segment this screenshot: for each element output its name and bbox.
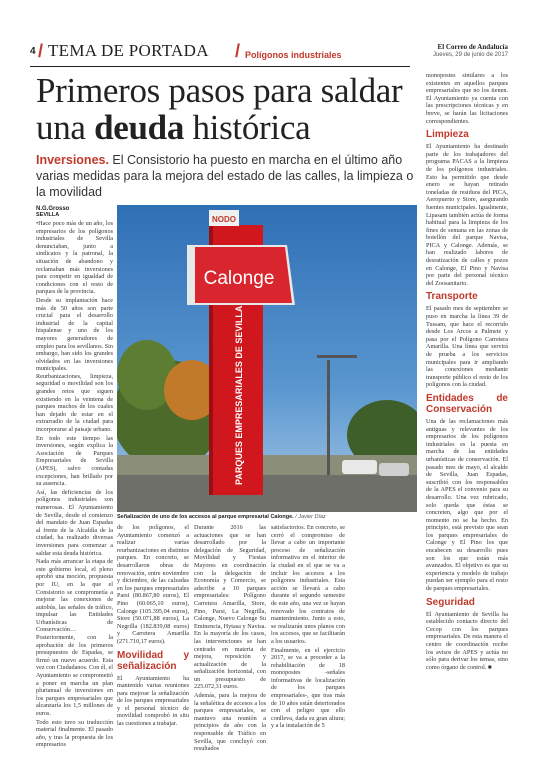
caption-text: Señalización de uno de los accesos al parque empresarial Calonge. (117, 514, 294, 520)
newspaper-name: El Correo de Andalucía (437, 43, 508, 51)
paragraph: Todo esto tuvo su traducción material finalmente. El pasado año, y tras la propuesta de los empresarios (36, 718, 113, 749)
byline-place: SEVILLA (36, 212, 60, 218)
paragraph: En todo este tiempo las inversiones, según explica la Asociación de Parques Empresariales de Sevilla (APES), salvo contadas excepciones, han brillado por su ausencia. (36, 434, 113, 488)
subhead-limpieza: Limpieza (426, 129, 469, 141)
column-3 (194, 524, 266, 754)
paragraph: El Ayuntamiento ha destinado parte de los trabajadores del programa PACAS a la limpieza de los polígonos industriales. Esto ha permitido que desde enero se hayan retirado toneladas de residuos del PICA, Aeropuerto y Store, asegurando fuentes municipales. Igualmente, Lipasam también actúa de forma habitual para la limpieza de los fines de semana en las zonas de botellón del parque Navisa, PICA y Calonge. Además, se han realizado labores de desratización de calles y pozos en Calonge, El Pino y Navisa por parte del personal técnico del Zoosanitario. (426, 143, 508, 287)
subhead-seguridad: Seguridad (426, 596, 475, 608)
headline-part1: Primeros pasos para saldar una (36, 71, 403, 147)
paragraph: Nada más arrancar la etapa de este gobierno local, el pleno aprobó una moción, propuesta por IU, en la que el Consistorio se comprometía a mejorar las conexiones de autobús, las señales de tráfico, impulsar las Entidades Urbanísticas de Conservación… Posteriormente, con la aprobación de los primeros presupuestos de Espadas, se firmó un nuevo acuerdo. Esta vez con Ciudadanos. Con él, el Ayuntamiento se comprometió a poner en marcha un plan plurianual de inversiones en los parques empresariales que alcanzaría los 1,5 millones de euros. (36, 558, 113, 717)
slash-divider: / (38, 41, 44, 61)
paragraph: Una de las reclamaciones más antiguas y relevantes de los empresarios de los polígonos industriales es la puesta en marcha de las entidades urbanísticas de conservación. El pasado mes de mayo, el alcalde de Sevilla, Juan Espadas, suscribió con los responsables de la APES el convenio para su desarrollo. Una vez rubricado, solo queda que éstas se concreten, algo que por el momento no se ha hecho. En principio, está previsto que sean los parques empresariales de Calonge y El Pino los que encabecen su desarrollo pues son los que están más avanzados. El objetivo es que su experiencia y modelo de trabajo puedan ser ejemplo para el resto de parques empresariales. (426, 417, 508, 593)
paragraph: •Hace poco más de un año, los empresarios de los polígonos industriales de Sevilla denunciaban, junto a sindicatos y la patronal, la situación de abandono y reclamaban más inversiones para competir en igualdad de condiciones con el resto de parques de la provincia. (36, 220, 113, 296)
photo-caption (117, 514, 417, 520)
subhead-movilidad: Movilidad y señalización (117, 649, 189, 672)
sign-vertical-text: PARQUES EMPRESARIALES DE SEVILLA (234, 305, 244, 485)
paragraph: El pasado mes de septiembre se puso en marcha la línea 39 de Tussam, que hace el recorrido desde Los Arcos a Palmete y pasa por el Polígono Carretera Amarilla. Una línea que servirá de prueba a los servicios municipales para ir ampliando las conexiones mediante transporte público el resto de los polígonos con la ciudad. (426, 305, 508, 389)
header-rule (30, 66, 410, 67)
column-1 (36, 206, 113, 750)
sign-name-text: Calonge (203, 268, 275, 289)
paragraph: satisfactorios. En concreto, se cerró el compromiso de llevar a cabo un importante proceso de señalización informativa en el interior de la ciudad en el que se va a incluir los accesos a los polígonos industriales. Esta acción se llevará a cabo durante el segundo semestre de este año, una vez se hayan renovado los contratos de mantenimiento. Junto a esto, se realizarán unos planos con los accesos, que se facilitarán a los usuarios. (271, 524, 345, 645)
article-photo (117, 205, 417, 512)
section-title: TEMA DE PORTADA (48, 41, 209, 60)
lead-keyword: Inversiones. (36, 153, 109, 167)
paragraph: El Ayuntamiento ha mantenido varias reuniones para mejorar la señalización de los parques empresariales y el personal técnico de movilidad comprobó in situ las cuestiones a trabajar. (117, 674, 189, 728)
paragraph: Finalmente, en el ejercicio 2017, se va a proceder a la rehabilitación de 18 monopostes -señales informativas de localización de los parques empresariales-, que tras más de 10 años están deteriorados con el peligro que ello conlleva, dada su gran altura; y a la instalación de 5 (271, 646, 345, 730)
photo-credit: / Javier Díaz (295, 514, 326, 520)
paragraph: Durante 2016 las actuaciones que se han desarrollado por la delegación de Seguridad, Movilidad y Fiestas Mayores en coordinación con la delegación de Economía y Comercio, se adscribe a 10 parques empresariales: Polígono Carretera Amarilla, Store, Pino, Parsi, La Negrilla, Calonge, Nuevo Calonge Su Eminencia, Hytasa y Navisa. En la mayoría de los casos, las intervenciones se han centrado en materia de mejora, reposición y actualización de la señalización horizontal, con un presupuesto de 225.072,31 euros. (194, 524, 266, 691)
headline-bold: deuda (94, 108, 185, 147)
paragraph: Desde su implantación hace más de 50 años son parte crucial para el desarrollo industrial de la capital hispalense y uno de los mayores generadores de empleo para los sevillanos. Sin embargo, han sido los grandes olvidados en las inversiones municipales. Reurbanizaciones, limpieza, seguridad o movilidad son los grandes retos que siguen existiendo en la veintena de parques muchos de los cuales han dejado de estar en el extrarradio de la ciudad para incorporarse al paisaje urbano. (36, 296, 113, 434)
subhead-transporte: Transporte (426, 291, 478, 303)
lead-paragraph (36, 152, 418, 200)
paragraph: de los polígonos, el Ayuntamiento comenzó a realizar varias reurbanizaciones en distintos parques. En concreto, se desarrollaron obras de renovación, entre noviembre y diciembre, de las calzadas en los parques empresariales Parsi (80.867,80 euros), El Pino (60.065,10 euros), Calonge (105.395,04 euros), Store (50.071,88 euros), La Negrilla (182.839,08 euros) y Carretera Amarilla (271.710,17 euros). (117, 524, 189, 645)
subhead-entidades: Entidades de Conservación (426, 392, 508, 415)
column-4 (271, 524, 345, 731)
headline (36, 72, 416, 146)
calonge-sign-image (117, 205, 417, 512)
page-header (0, 0, 542, 70)
issue-date: Jueves, 29 de junio de 2017 (432, 52, 508, 58)
paragraph: Así, las deficiencias de los polígonos industriales son numerosas. El Ayuntamiento de Sevilla, desde el comienzo del mandato de Juan Espadas al frente de la Alcaldía de la ciudad, ha realizado diversas inversiones para comenzar a saldar esta deuda histórica. (36, 488, 113, 557)
sign-brand-text: NODO (212, 215, 236, 224)
paragraph: El Ayuntamiento de Sevilla ha establecido contacto directo del Cecop con los parques empresariales. De esta manera el centro de coordinación recibe los avisos de APES y actúa no sólo para derivar los temas, sino como órgano de control. ■ (426, 610, 508, 671)
paragraph: monopostes similares a los existentes en aquellos parques empresariales que no los tienen. El Ayuntamiento ya cuenta con las prescripciones técnicas y en breve, se harán las licitaciones correspondientes. (426, 72, 508, 125)
byline-author: N.G.Grosso (36, 206, 70, 212)
slash-divider: / (235, 41, 241, 61)
page-number: 4 (30, 46, 36, 57)
column-2 (117, 524, 189, 729)
paragraph: Además, para la mejora de la señalética de accesos a los parques empresariales, se mantuvo una reunión a principios de año con la responsable de Tráfico en Sevilla, que concluyó con resultados (194, 692, 266, 753)
headline-part2: histórica (184, 108, 311, 147)
right-column (426, 72, 508, 672)
subsection-title: Polígonos industriales (245, 50, 342, 60)
lead-text: El Consistorio ha puesto en marcha en el último año varias medidas para la mejora del estado de las calles, la limpieza o la movilidad (36, 153, 414, 199)
